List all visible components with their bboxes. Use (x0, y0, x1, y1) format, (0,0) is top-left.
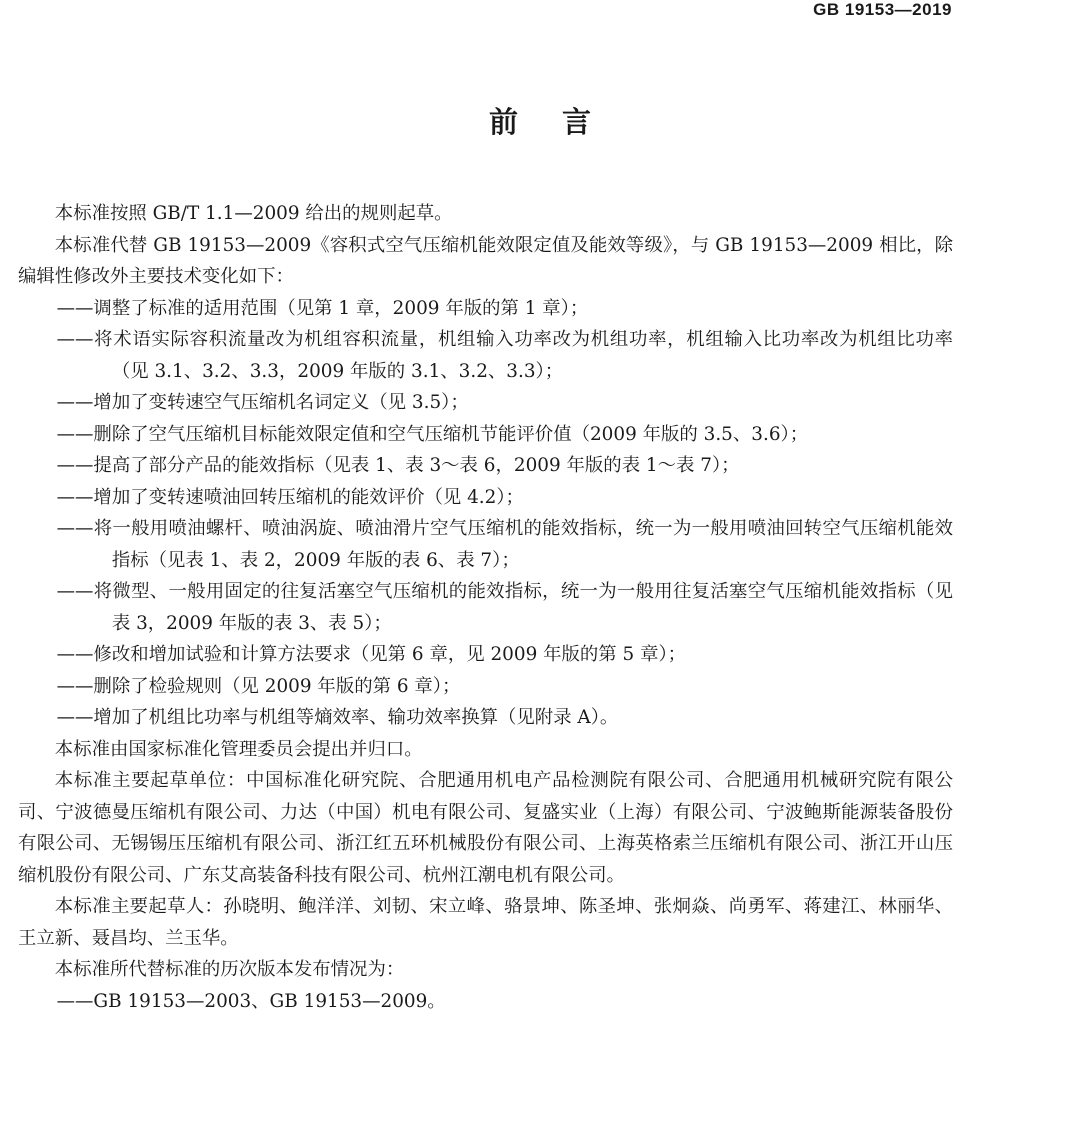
change-item: ——将术语实际容积流量改为机组容积流量，机组输入功率改为机组功率，机组输入比功率改为机组比功率（见 3.1、3.2、3.3，2009 年版的 3.1、3.2、3.3）； (56, 329, 953, 382)
change-item: ——提高了部分产品的能效指标（见表 1、表 3～表 6，2009 年版的表 1～表 7）； (56, 455, 740, 476)
change-item: ——增加了变转速空气压缩机名词定义（见 3.5）； (56, 392, 469, 413)
change-item: ——将一般用喷油螺杆、喷油涡旋、喷油滑片空气压缩机的能效指标，统一为一般用喷油回转空气压缩机能效指标（见表 1、表 2，2009 年版的表 6、表 7）； (56, 518, 953, 571)
change-item: ——增加了变转速喷油回转压缩机的能效评价（见 4.2）； (56, 486, 524, 508)
paragraph-history-intro: 本标准所代替标准的历次版本发布情况为： (54, 959, 405, 980)
change-item: ——删除了空气压缩机目标能效限定值和空气压缩机节能评价值（2009 年版的 3.5、3.6）； (56, 423, 809, 445)
paragraph-drafting-rules: 本标准按照 GB/T 1.1—2009 给出的规则起草。 (54, 203, 453, 224)
change-item: ——增加了机组比功率与机组等熵效率、输功效率换算（见附录 A）。 (56, 707, 619, 728)
paragraph-replacement: 本标准代替 GB 19153—2009《容积式空气压缩机能效限定值及能效等级》，与 GB 19153—2009 相比，除编辑性修改外主要技术变化如下： (18, 234, 953, 287)
change-item: ——将微型、一般用固定的往复活塞空气压缩机的能效指标，统一为一般用往复活塞空气压缩机能效指标（见表 3，2009 年版的表 3、表 5）； (56, 581, 953, 634)
history-item: ——GB 19153—2003、GB 19153—2009。 (56, 990, 446, 1012)
foreword-body (18, 198, 953, 1017)
paragraph-proposer: 本标准由国家标准化管理委员会提出并归口。 (54, 738, 423, 760)
change-item: ——修改和增加试验和计算方法要求（见第 6 章，见 2009 年版的第 5 章）； (56, 644, 687, 665)
page-title: 前言 (488, 105, 635, 139)
change-item: ——调整了标准的适用范围（见第 1 章，2009 年版的第 1 章）； (56, 297, 589, 319)
change-item: ——删除了检验规则（见 2009 年版的第 6 章）； (56, 675, 461, 697)
standard-code: GB 19153—2019 (813, 0, 952, 19)
paragraph-drafters: 本标准主要起草人：孙晓明、鲍洋洋、刘韧、宋立峰、骆景坤、陈圣坤、张炯焱、尚勇军、蒋建江、林丽华、王立新、聂昌均、兰玉华。 (18, 896, 953, 949)
paragraph-drafting-units: 本标准主要起草单位：中国标准化研究院、合肥通用机电产品检测院有限公司、合肥通用机械研究院有限公司、宁波德曼压缩机有限公司、力达（中国）机电有限公司、复盛实业（上海）有限公司、宁波鲍斯能源装备股份有限公司、无锡锡压压缩机有限公司、浙江红五环机械股份有限公司、上海英格索兰压缩机有限公司、浙江开山压缩机股份有限公司、广东艾高装备科技有限公司、杭州江潮电机有限公司。 (18, 770, 953, 886)
